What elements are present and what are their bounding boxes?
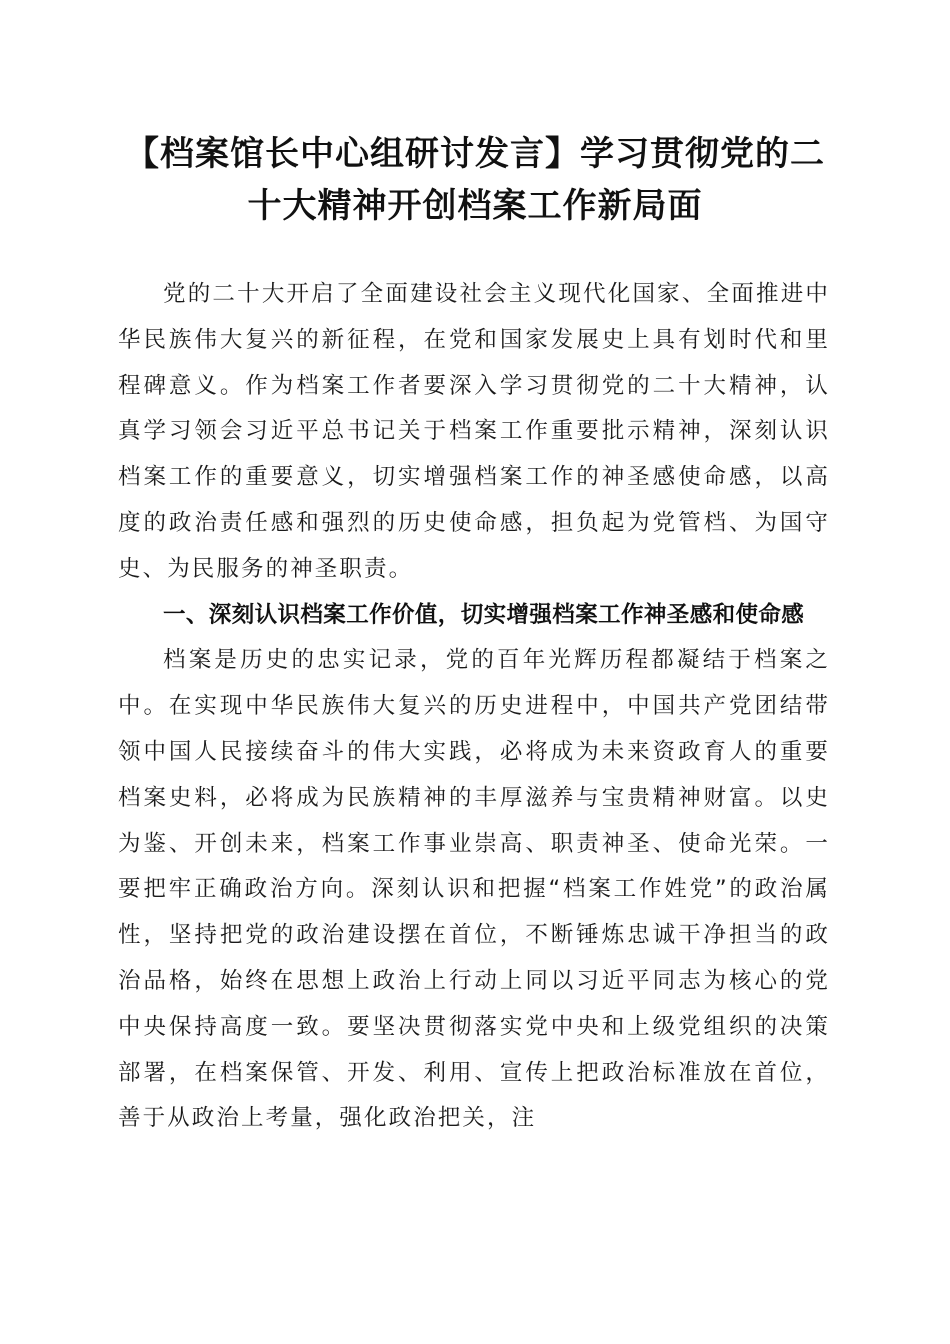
intro-paragraph: 党的二十大开启了全面建设社会主义现代化国家、全面推进中华民族伟大复兴的新征程，在党和国家发展史上具有划时代和里程碑意义。作为档案工作者要深入学习贯彻党的二十大精神，认真学习领会习近平总书记关于档案工作重要批示精神，深刻认识档案工作的重要意义，切实增强档案工作的神圣感使命感，以高度的政治责任感和强烈的历史使命感，担负起为党管档、为国守史、为民服务的神圣职责。	[118, 281, 830, 582]
section-1-heading: 一、深刻认识档案工作价值，切实增强档案工作神圣感和使命感	[163, 601, 805, 628]
section-1-paragraph: 档案是历史的忠实记录，党的百年光辉历程都凝结于档案之中。在实现中华民族伟大复兴的历史进程中，中国共产党团结带领中国人民接续奋斗的伟大实践，必将成为未来资政育人的重要档案史料，必将成为民族精神的丰厚滋养与宝贵精神财富。以史为鉴、开创未来，档案工作事业崇高、职责神圣、使命光荣。一要把牢正确政治方向。深刻认识和把握“档案工作姓党”的政治属性，坚持把党的政治建设摆在首位，不断锤炼忠诚干净担当的政治品格，始终在思想上政治上行动上同以习近平同志为核心的党中央保持高度一致。要坚决贯彻落实党中央和上级党组织的决策部署，在档案保管、开发、利用、宣传上把政治标准放在首位，善于从政治上考量，强化政治把关，注	[118, 647, 830, 1132]
document-title: 【档案馆长中心组研讨发言】学习贯彻党的二十大精神开创档案工作新局面	[125, 134, 825, 226]
document-body	[118, 272, 830, 1142]
